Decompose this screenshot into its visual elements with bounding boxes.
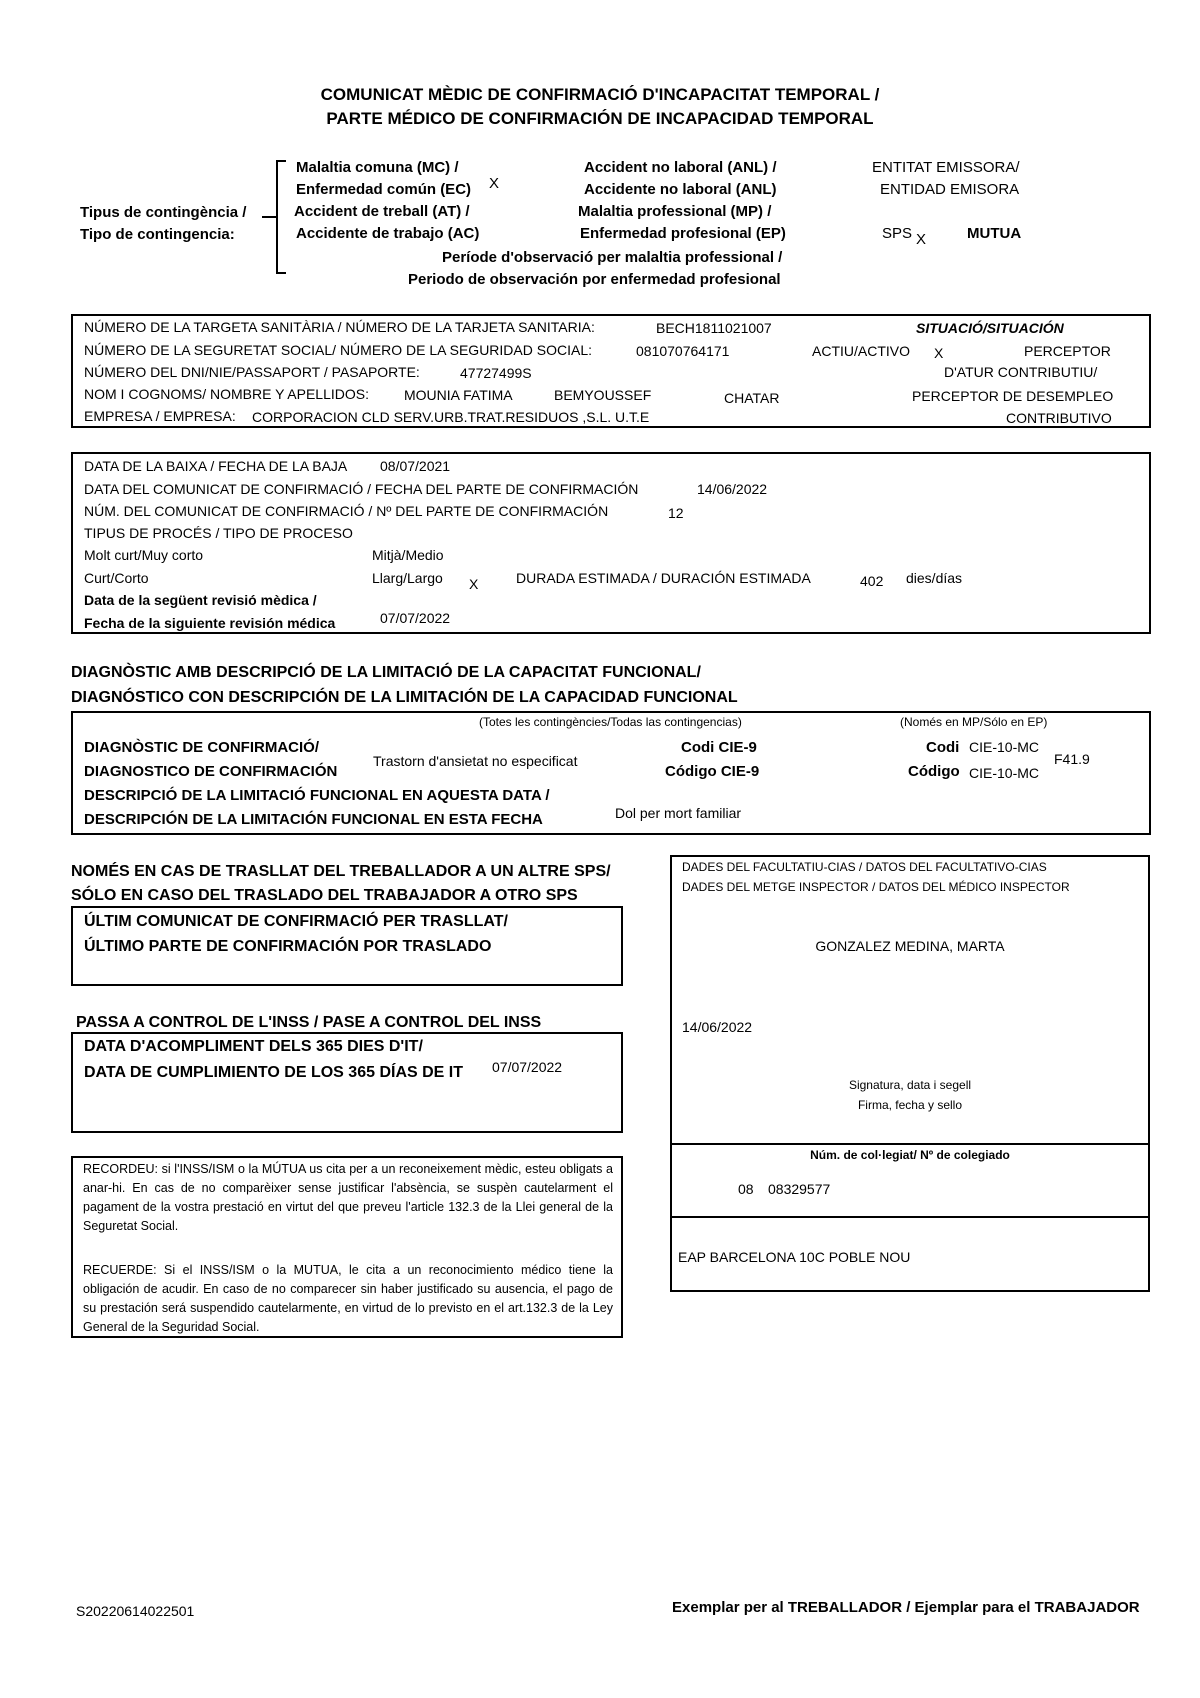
obs-label-es: Periodo de observación por enfermedad profesional — [408, 271, 781, 288]
molt-curt-label: Molt curt/Muy corto — [84, 547, 204, 563]
situation-title: SITUACIÓ/SITUACIÓN — [916, 320, 1064, 336]
card-label: NÚMERO DE LA TARGETA SANITÀRIA / NÚMERO DE LA TARJETA SANITARIA: — [84, 319, 595, 335]
dni-label: NÚMERO DEL DNI/NIE/PASSAPORT / PASAPORTE: — [84, 364, 420, 380]
bracket-tick — [262, 216, 276, 218]
cie10-code-label: CIE-10-MC — [969, 739, 1040, 755]
duration-value[interactable]: 402 — [860, 573, 884, 589]
signature-label-es: Firma, fecha y sello — [857, 1098, 963, 1112]
mc-label-ca: Malaltia comuna (MC) / — [296, 159, 459, 176]
limit-label-ca: DESCRIPCIÓ DE LA LIMITACIÓ FUNCIONAL EN AQUESTA DATA / — [84, 787, 550, 804]
entity-label-ca: ENTITAT EMISSORA/ — [872, 159, 1020, 176]
doctor-label-ca: DADES DEL FACULTATIU-CIAS / DATOS DEL FACULTATIVO-CIAS — [682, 860, 1047, 874]
doctor-label-es: DADES DEL METGE INSPECTOR / DATOS DEL MÉDICO INSPECTOR — [682, 880, 1070, 894]
cie9-label-ca: Codi CIE-9 — [681, 739, 757, 756]
llarg-checkmark[interactable]: X — [469, 576, 479, 592]
next-review-value[interactable]: 07/07/2022 — [380, 610, 451, 626]
next-review-label-es: Fecha de la siguiente revisión médica — [84, 615, 336, 631]
llarg-label: Llarg/Largo — [372, 570, 443, 586]
collegiate-number[interactable]: 08329577 — [768, 1181, 831, 1197]
transfer-last-es: ÚLTIMO PARTE DE CONFIRMACIÓN POR TRASLADO — [84, 938, 492, 955]
company-value[interactable]: CORPORACION CLD SERV.URB.TRAT.RESIDUOS ,S.L. U.T.E — [252, 409, 650, 425]
name-last1[interactable]: BEMYOUSSEF — [554, 387, 652, 403]
perceptor-label: PERCEPTOR — [1024, 343, 1111, 359]
atur-label: D'ATUR CONTRIBUTIU/ — [944, 364, 1098, 380]
document-code: S20220614022501 — [76, 1603, 195, 1619]
mitja-label: Mitjà/Medio — [372, 547, 444, 563]
cie10-value[interactable]: F41.9 — [1054, 751, 1090, 767]
diag-conf-label-ca: DIAGNÒSTIC DE CONFIRMACIÓ/ — [84, 739, 319, 756]
contingency-label-es: Tipo de contingencia: — [80, 226, 235, 243]
sps-checkmark[interactable]: X — [916, 231, 927, 248]
title-line-1: COMUNICAT MÈDIC DE CONFIRMACIÓ D'INCAPACITAT TEMPORAL / — [320, 85, 880, 104]
baixa-value[interactable]: 08/07/2021 — [380, 458, 451, 474]
notice-es: RECUERDE: Si el INSS/ISM o la MUTUA, le cita a un reconocimiento médico tiene la obligación de acudir. En caso de no comparecer sin haber justificado su ausencia, el pago de su prestación será suspendido cautelarmente, en virtud de lo previsto en el art.132.3 de la Ley General de la Seguridad Social. — [83, 1263, 613, 1334]
doctor-date[interactable]: 14/06/2022 — [682, 1019, 753, 1035]
bracket-bottom — [276, 272, 286, 274]
active-checkmark[interactable]: X — [934, 345, 944, 361]
ss-value[interactable]: 081070764171 — [636, 343, 730, 359]
duration-unit: dies/días — [906, 570, 963, 586]
at-label-ca: Accident de treball (AT) / — [294, 203, 470, 220]
collegiate-prefix[interactable]: 08 — [738, 1181, 754, 1197]
bracket-top — [276, 160, 286, 162]
conf-num-label: NÚM. DEL COMUNICAT DE CONFIRMACIÓ / Nº DEL PARTE DE CONFIRMACIÓN — [84, 503, 609, 519]
conf-date-label: DATA DEL COMUNICAT DE CONFIRMACIÓ / FECHA DEL PARTE DE CONFIRMACIÓN — [84, 481, 639, 497]
name-last2[interactable]: CHATAR — [724, 390, 780, 406]
diagnosis-heading-ca: DIAGNÒSTIC AMB DESCRIPCIÓ DE LA LIMITACIÓ DE LA CAPACITAT FUNCIONAL/ — [71, 664, 701, 681]
signature-label-ca: Signatura, data i segell — [848, 1078, 972, 1092]
sps-label: SPS — [882, 225, 913, 242]
inss-date-value[interactable]: 07/07/2022 — [492, 1059, 563, 1075]
title-line-2: PARTE MÉDICO DE CONFIRMACIÓN DE INCAPACIDAD TEMPORAL — [326, 109, 874, 128]
diag-value[interactable]: Trastorn d'ansietat no especificat — [373, 753, 578, 769]
at-label-es: Accidente de trabajo (AC) — [296, 225, 480, 242]
doctor-divider-1 — [670, 1143, 1150, 1145]
inss-line-es: DATA DE CUMPLIMIENTO DE LOS 365 DÍAS DE IT — [84, 1064, 463, 1081]
entity-label-es: ENTIDAD EMISORA — [880, 181, 1020, 198]
active-label: ACTIU/ACTIVO — [812, 343, 911, 359]
limit-value[interactable]: Dol per mort familiar — [615, 805, 742, 821]
mc-checkmark[interactable]: X — [489, 175, 500, 192]
conf-num-value[interactable]: 12 — [668, 505, 684, 521]
cie9-label-es: Código CIE-9 — [665, 763, 760, 780]
desempleo-label: PERCEPTOR DE DESEMPLEO — [912, 388, 1114, 404]
notice-ca: RECORDEU: si l'INSS/ISM o la MÚTUA us cita per a un reconeixement mèdic, esteu obligats a anar-hi. En cas de no comparèixer sense justificar l'absència, se suspèn cautelarment el pagament de la vostra prestació en virtut del que preveu l'article 132.3 de la Llei general de la Seguretat Social. — [83, 1162, 613, 1233]
cie10-code-label-2: CIE-10-MC — [969, 765, 1040, 781]
ss-label: NÚMERO DE LA SEGURETAT SOCIAL/ NÚMERO DE LA SEGURIDAD SOCIAL: — [84, 342, 592, 358]
diag-conf-label-es: DIAGNOSTICO DE CONFIRMACIÓN — [84, 763, 338, 780]
all-contingencies-note: (Totes les contingències/Todas las contingencias) — [479, 715, 742, 729]
only-mp-note: (Només en MP/Sólo en EP) — [900, 715, 1048, 729]
mc-label-es: Enfermedad común (EC) — [296, 181, 472, 198]
doctor-name[interactable]: GONZALEZ MEDINA, MARTA — [815, 938, 1005, 954]
doctor-divider-2 — [670, 1216, 1150, 1218]
obs-label-ca: Període d'observació per malaltia professional / — [442, 249, 783, 266]
contingency-bracket — [276, 160, 278, 274]
baixa-label: DATA DE LA BAIXA / FECHA DE LA BAJA — [84, 458, 348, 474]
health-center[interactable]: EAP BARCELONA 10C POBLE NOU — [678, 1249, 911, 1265]
mutua-label: MUTUA — [967, 225, 1022, 242]
anl-label-es: Accidente no laboral (ANL) — [584, 181, 777, 198]
duration-label: DURADA ESTIMADA / DURACIÓN ESTIMADA — [516, 570, 811, 586]
limit-label-es: DESCRIPCIÓN DE LA LIMITACIÓN FUNCIONAL EN ESTA FECHA — [84, 811, 543, 828]
cie10-label-es: Código — [908, 763, 960, 780]
card-value[interactable]: BECH1811021007 — [656, 320, 772, 336]
copy-label: Exemplar per al TREBALLADOR / Ejemplar para el TRABAJADOR — [672, 1599, 1140, 1616]
mp-label-es: Enfermedad profesional (EP) — [580, 225, 786, 242]
transfer-heading-ca: NOMÉS EN CAS DE TRASLLAT DEL TREBALLADOR A UN ALTRE SPS/ — [71, 863, 611, 880]
company-label: EMPRESA / EMPRESA: — [84, 408, 236, 424]
transfer-heading-es: SÓLO EN CASO DEL TRASLADO DEL TRABAJADOR A OTRO SPS — [71, 887, 578, 904]
next-review-label-ca: Data de la següent revisió mèdica / — [84, 592, 317, 608]
transfer-last-ca: ÚLTIM COMUNICAT DE CONFIRMACIÓ PER TRASLLAT/ — [84, 913, 508, 930]
mp-label-ca: Malaltia professional (MP) / — [578, 203, 772, 220]
anl-label-ca: Accident no laboral (ANL) / — [584, 159, 777, 176]
contingency-label-ca: Tipus de contingència / — [80, 204, 247, 221]
process-label: TIPUS DE PROCÉS / TIPO DE PROCESO — [84, 525, 353, 541]
contributivo-label: CONTRIBUTIVO — [1006, 410, 1112, 426]
doctor-box — [670, 855, 1150, 1292]
name-label: NOM I COGNOMS/ NOMBRE Y APELLIDOS: — [84, 386, 369, 402]
cie10-label-ca: Codi — [926, 739, 960, 756]
diagnosis-heading-es: DIAGNÓSTICO CON DESCRIPCIÓN DE LA LIMITACIÓN DE LA CAPACIDAD FUNCIONAL — [71, 689, 738, 706]
inss-heading: PASSA A CONTROL DE L'INSS / PASE A CONTROL DEL INSS — [76, 1014, 542, 1031]
dni-value[interactable]: 47727499S — [460, 365, 532, 381]
conf-date-value[interactable]: 14/06/2022 — [697, 481, 768, 497]
inss-line-ca: DATA D'ACOMPLIMENT DELS 365 DIES D'IT/ — [84, 1038, 423, 1055]
collegiate-label: Núm. de col·legiat/ Nº de colegiado — [810, 1148, 1010, 1162]
curt-label: Curt/Corto — [84, 570, 149, 586]
name-first[interactable]: MOUNIA FATIMA — [404, 387, 513, 403]
